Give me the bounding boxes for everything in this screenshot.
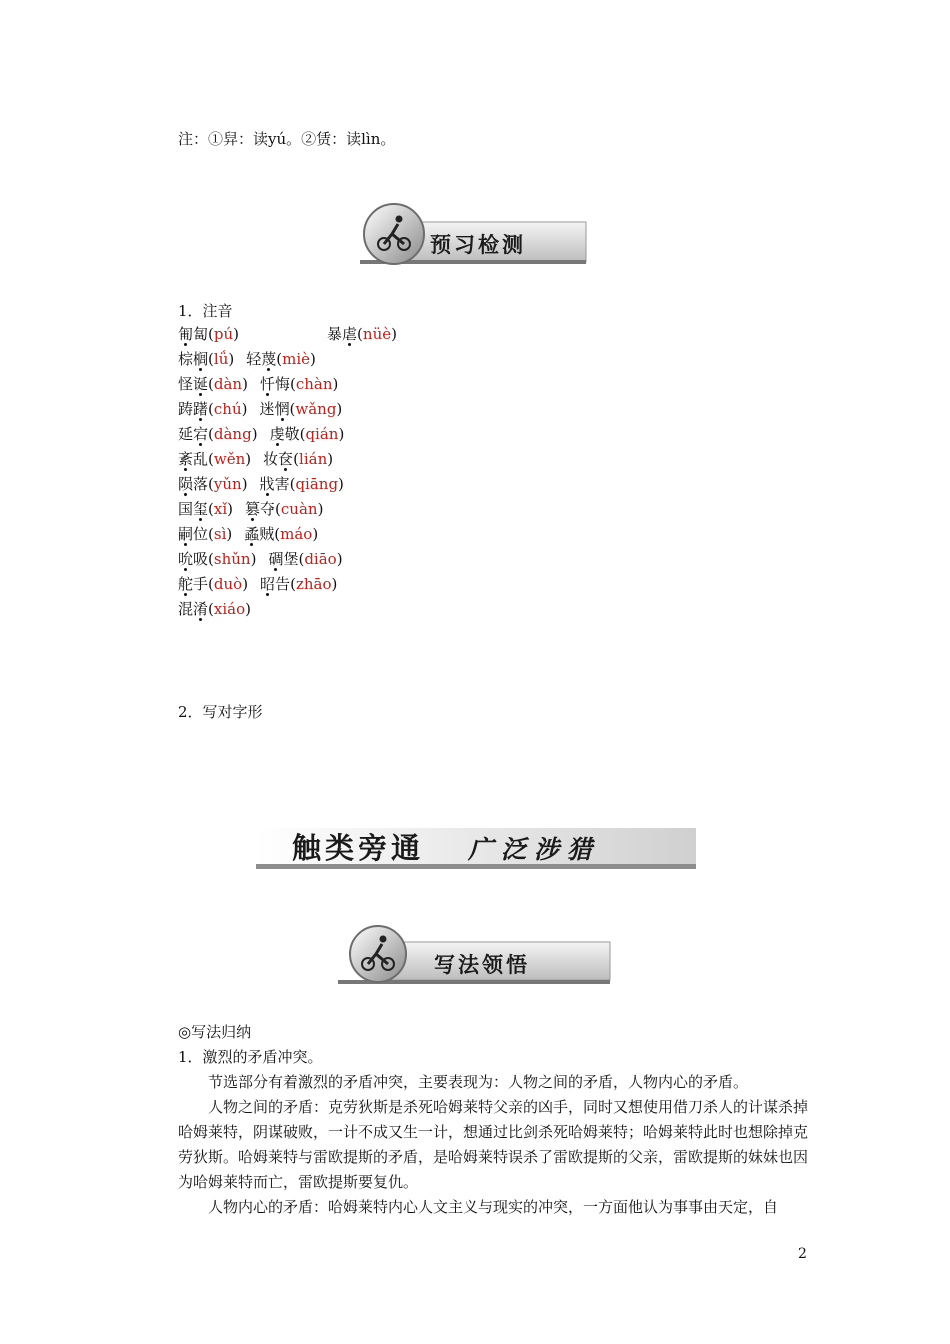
- pinyin-row: [178, 572, 598, 597]
- pinyin-answer: wěn: [213, 450, 246, 468]
- paren: (: [208, 525, 214, 543]
- word-char: 虔: [269, 425, 285, 443]
- pinyin-row: [178, 372, 598, 397]
- word-char: 怪: [178, 375, 194, 393]
- word-char: 妆: [263, 450, 279, 468]
- pinyin-answer: qiāng: [295, 475, 339, 493]
- word-char: 昭: [260, 575, 276, 593]
- word-char: 玺: [193, 500, 209, 518]
- pinyin-answer: shǔn: [213, 550, 251, 568]
- pinyin-entry: [259, 397, 342, 422]
- pinyin-entry: [260, 472, 344, 497]
- banner-preview: [360, 200, 590, 268]
- banner-broad-right: 广泛涉猎: [468, 835, 601, 864]
- writing-section: [178, 1020, 808, 1220]
- pinyin-answer: duò: [213, 575, 243, 593]
- paren: ): [338, 425, 345, 443]
- paren: ): [336, 400, 343, 418]
- pinyin-entry: [178, 572, 248, 597]
- paren: (: [208, 475, 214, 493]
- pinyin-answer: pú: [213, 325, 234, 343]
- pinyin-answer: sì: [213, 525, 227, 543]
- pinyin-entry: [178, 397, 247, 422]
- paren: (: [293, 450, 300, 468]
- pinyin-answer: máo: [280, 525, 313, 543]
- word-char: 踌: [178, 400, 194, 418]
- paren: (: [290, 575, 296, 593]
- page-number: 2: [798, 1246, 807, 1262]
- pinyin-entry: [260, 572, 337, 597]
- word-char: 淆: [193, 600, 209, 618]
- paren: (: [276, 350, 283, 368]
- paren: (: [289, 475, 296, 493]
- word-char: 奁: [278, 450, 294, 468]
- pinyin-answer: zhāo: [295, 575, 332, 593]
- word-char: 吸: [193, 550, 209, 568]
- word-char: 迷: [259, 400, 275, 418]
- paren: (: [208, 450, 214, 468]
- banner-preview-text: 预习检测: [430, 233, 526, 257]
- paren: ): [312, 525, 319, 543]
- pinyin-answer: qián: [305, 425, 339, 443]
- word-char: 堡: [283, 550, 299, 568]
- word-char: 嗣: [178, 525, 194, 543]
- word-char: 乱: [193, 450, 209, 468]
- paren: ): [227, 500, 234, 518]
- pinyin-entry: [178, 597, 251, 622]
- pinyin-entry: [178, 372, 248, 397]
- pinyin-row: [178, 597, 598, 622]
- pinyin-row: [178, 322, 598, 347]
- paren: (: [275, 500, 281, 518]
- paren: ): [250, 550, 257, 568]
- pinyin-row: [178, 397, 598, 422]
- paren: (: [208, 575, 214, 593]
- word-char: 蔑: [261, 350, 277, 368]
- paren: (: [298, 550, 305, 568]
- paren: ): [336, 550, 343, 568]
- paren: ): [332, 375, 339, 393]
- section1-title: 1．注音: [178, 302, 233, 320]
- paren: (: [290, 375, 296, 393]
- pinyin-answer: lǘ: [213, 350, 229, 368]
- pinyin-answer: cuàn: [280, 500, 318, 518]
- pinyin-answer: dàn: [213, 375, 243, 393]
- pinyin-answer: xiáo: [213, 600, 246, 618]
- pinyin-entry: [246, 347, 316, 372]
- word-char: 诞: [193, 375, 209, 393]
- paren: ): [317, 500, 324, 518]
- word-char: 吮: [178, 550, 194, 568]
- word-char: 躇: [193, 400, 209, 418]
- paren: (: [208, 350, 214, 368]
- paren: ): [228, 350, 235, 368]
- pinyin-answer: wǎng: [295, 400, 337, 418]
- paren: (: [208, 375, 214, 393]
- writing-subtitle: 1．激烈的矛盾冲突。: [178, 1048, 323, 1066]
- word-char: 国: [178, 500, 194, 518]
- word-char: 戕: [259, 475, 275, 493]
- banner-broad-graphic: [256, 822, 696, 872]
- pinyin-row: [178, 447, 598, 472]
- word-char: 敬: [284, 425, 300, 443]
- word-char: 蟊: [244, 525, 260, 543]
- pinyin-entry: [245, 497, 323, 522]
- banner-writing: [338, 922, 614, 986]
- paren: ): [327, 450, 334, 468]
- writing-paragraph: 人物内心的矛盾：哈姆莱特内心人文主义与现实的冲突，一方面他认为事事由天定，自: [208, 1198, 779, 1216]
- word-char: 暴: [327, 325, 343, 343]
- pinyin-row: [178, 472, 598, 497]
- paren: ): [251, 425, 258, 443]
- footnote: 注：①舁：读yú。②赁：读lìn。: [178, 130, 396, 148]
- word-char: 碉: [268, 550, 284, 568]
- pinyin-entry: [178, 497, 233, 522]
- word-char: 虐: [342, 325, 358, 343]
- pinyin-row: [178, 497, 598, 522]
- pinyin-entry: [263, 447, 333, 472]
- paren: ): [338, 475, 344, 493]
- paren: ): [245, 600, 251, 618]
- word-char: 榈: [193, 350, 209, 368]
- paren: ): [242, 575, 249, 593]
- writing-paragraph: 人物之间的矛盾：克劳狄斯是杀死哈姆莱特父亲的凶手，同时又想使用借刀杀人的计谋杀掉哈姆莱特，阴谋破败，一计不成又生一计，想通过比剑杀死哈姆莱特；哈姆莱特此时也想除掉克劳狄斯。哈姆莱特与雷欧提斯的矛盾，是哈姆莱特误杀了雷欧提斯的父亲，雷欧提斯的妹妹也因为哈姆莱特而亡，雷欧提斯要复仇。: [178, 1098, 809, 1191]
- banner-preview-graphic: [360, 200, 590, 268]
- paren: (: [208, 600, 214, 618]
- pinyin-row: [178, 422, 598, 447]
- paren: ): [245, 450, 252, 468]
- pinyin-entry: [178, 322, 239, 347]
- word-char: 轻: [246, 350, 262, 368]
- word-char: 手: [193, 575, 209, 593]
- paren: (: [208, 325, 214, 343]
- pinyin-answer: yǔn: [213, 475, 242, 493]
- paren: ): [242, 375, 248, 393]
- paren: (: [208, 550, 214, 568]
- word-char: 延: [178, 425, 194, 443]
- paren: ): [226, 525, 233, 543]
- paren: (: [299, 425, 306, 443]
- pinyin-entry: [178, 522, 232, 547]
- banner-writing-graphic: [338, 922, 614, 986]
- section2-title: 2．写对字形: [178, 703, 263, 721]
- pinyin-entry: [178, 447, 251, 472]
- word-char: 害: [274, 475, 290, 493]
- pinyin-answer: dàng: [213, 425, 252, 443]
- paren: ): [233, 325, 240, 343]
- word-char: 匐: [193, 325, 209, 343]
- word-char: 告: [275, 575, 291, 593]
- word-char: 紊: [178, 450, 194, 468]
- word-char: 宕: [193, 425, 209, 443]
- paren: (: [289, 400, 296, 418]
- pinyin-answer: diāo: [304, 550, 337, 568]
- paren: (: [274, 525, 281, 543]
- banner-broad-left: 触类旁通: [292, 831, 425, 865]
- pinyin-answer: nüè: [362, 325, 392, 343]
- word-char: 位: [193, 525, 209, 543]
- pinyin-row: [178, 547, 598, 572]
- word-char: 舵: [178, 575, 194, 593]
- pinyin-entry: [260, 372, 338, 397]
- writing-paragraph: 节选部分有着激烈的矛盾冲突，主要表现为：人物之间的矛盾，人物内心的矛盾。: [208, 1073, 749, 1091]
- pinyin-entry: [178, 472, 248, 497]
- word-char: 惘: [274, 400, 290, 418]
- word-char: 落: [193, 475, 209, 493]
- paren: ): [241, 475, 248, 493]
- paren: (: [208, 400, 214, 418]
- pinyin-entry: [178, 547, 256, 572]
- pinyin-entry: [268, 547, 342, 572]
- word-char: 匍: [178, 325, 194, 343]
- paren: ): [331, 575, 338, 593]
- word-char: 陨: [178, 475, 194, 493]
- pinyin-entry: [327, 322, 397, 347]
- pinyin-entry: [178, 347, 234, 372]
- pinyin-entry: [270, 422, 345, 447]
- word-char: 棕: [178, 350, 194, 368]
- pinyin-answer: lián: [299, 450, 328, 468]
- word-char: 篡: [245, 500, 261, 518]
- pinyin-answer: miè: [282, 350, 311, 368]
- paren: (: [208, 425, 214, 443]
- paren: ): [241, 400, 248, 418]
- paren: (: [208, 500, 214, 518]
- word-char: 混: [178, 600, 194, 618]
- pinyin-answer: chàn: [295, 375, 333, 393]
- pinyin-list: [178, 322, 598, 622]
- paren: (: [357, 325, 363, 343]
- paren: ): [310, 350, 316, 368]
- banner-writing-text: 写法领悟: [434, 953, 530, 977]
- word-char: 贼: [259, 525, 275, 543]
- word-char: 悔: [274, 375, 290, 393]
- writing-heading: ◎写法归纳: [178, 1023, 252, 1041]
- pinyin-row: [178, 522, 598, 547]
- pinyin-answer: xǐ: [213, 500, 228, 518]
- word-char: 夺: [260, 500, 276, 518]
- pinyin-answer: chú: [213, 400, 242, 418]
- banner-broad: [256, 822, 696, 872]
- word-char: 忏: [259, 375, 275, 393]
- paren: ): [391, 325, 397, 343]
- pinyin-row: [178, 347, 598, 372]
- pinyin-entry: [178, 422, 258, 447]
- pinyin-entry: [244, 522, 318, 547]
